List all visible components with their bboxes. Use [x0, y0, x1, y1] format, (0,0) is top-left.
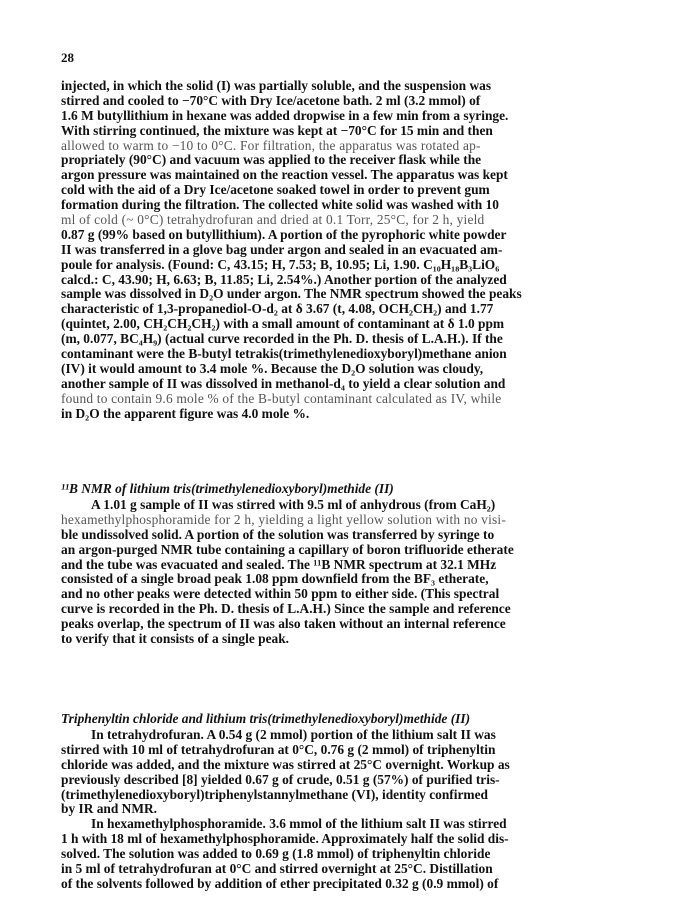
text-line: another sample of II was dissolved in methanol-d₄ to yield a clear solution and: [61, 376, 506, 391]
text-line: In hexamethylphosphoramide. 3.6 mmol of the lithium salt II was stirred: [91, 817, 507, 832]
text-line: and no other peaks were detected within 50 ppm to either side. (This spectral: [61, 587, 500, 602]
text-line: (m, 0.077, BC₄H₉) (actual curve recorded in the Ph. D. thesis of L.A.H.). If the: [61, 332, 503, 347]
text-line: II was transferred in a glove bag under argon and sealed in an evacuated am-: [61, 242, 503, 257]
text-line: to verify that it consists of a single peak.: [61, 632, 290, 647]
text-line: calcd.: C, 43.90; H, 6.63; B, 11.85; Li, 2.54%.) Another portion of the analyzed: [61, 272, 507, 287]
text-line: 1 h with 18 ml of hexamethylphosphoramide. Approximately half the solid dis-: [61, 832, 509, 847]
text-line: in D₂O the apparent figure was 4.0 mole %.: [61, 406, 310, 421]
text-line: (trimethylenedioxyboryl)triphenylstannylmethane (VI), identity confirmed: [61, 787, 488, 802]
text-line: (IV) it would amount to 3.4 mole %. Because the D₂O solution was cloudy,: [61, 361, 484, 376]
text-line: injected, in which the solid (I) was partially soluble, and the suspension was: [61, 79, 492, 93]
text-line: A 1.01 g sample of II was stirred with 9.5 ml of anhydrous (from CaH₂): [91, 498, 496, 512]
text-line: consisted of a single broad peak 1.08 ppm downfield from the BF₃ etherate,: [61, 572, 489, 587]
text-line: solved. The solution was added to 0.69 g (1.8 mmol) of triphenyltin chloride: [61, 847, 491, 862]
text-line: allowed to warm to −10 to 0°C. For filtration, the apparatus was rotated ap-: [61, 138, 481, 153]
text-line: poule for analysis. (Found: C, 43.15; H, 7.53; B, 10.95; Li, 1.90. C₁₀H₁₈B₃LiO₆: [61, 257, 500, 272]
text-line: contaminant were the B-butyl tetrakis(trimethylenedioxyboryl)methane anion: [61, 347, 507, 362]
text-line: peaks overlap, the spectrum of II was also taken without an internal reference: [61, 617, 506, 632]
text-line: formation during the filtration. The collected white solid was washed with 10: [61, 198, 499, 213]
text-line: With stirring continued, the mixture was kept at −70°C for 15 min and then: [61, 123, 493, 138]
text-line: by IR and NMR.: [61, 802, 157, 817]
text-line: stirred with 10 ml of tetrahydrofuran at 0°C, 0.76 g (2 mmol) of triphenyltin: [61, 742, 496, 757]
text-line: an argon-purged NMR tube containing a capillary of boron trifluoride etherate: [61, 542, 514, 557]
text-line: argon pressure was maintained on the reaction vessel. The apparatus was kept: [61, 168, 508, 183]
text-line: 0.87 g (99% based on butyllithium). A portion of the pyrophoric white powder: [61, 227, 507, 242]
paragraph-triphenyltin: [61, 728, 616, 892]
paragraph-11b-nmr: [61, 498, 616, 647]
text-line: propriately (90°C) and vacuum was applied to the receiver flask while the: [61, 153, 482, 168]
text-line: ml of cold (~ 0°C) tetrahydrofuran and dried at 0.1 Torr, 25°C, for 2 h, yield: [61, 213, 485, 228]
text-line: In tetrahydrofuran. A 0.54 g (2 mmol) portion of the lithium salt II was: [91, 728, 496, 742]
text-line: (quintet, 2.00, CH₂CH₂CH₂) with a small amount of contaminant at δ 1.0 ppm: [61, 317, 505, 332]
text-line: and the tube was evacuated and sealed. The ¹¹B NMR spectrum at 32.1 MHz: [61, 557, 497, 572]
text-line: found to contain 9.6 mole % of the B-butyl contaminant calculated as IV, while: [61, 391, 502, 406]
section-heading-triphenyltin: Triphenyltin chloride and lithium tris(trimethylenedioxyboryl)methide (II): [61, 712, 471, 726]
section-heading-11b-nmr: ¹¹B NMR of lithium tris(trimethylenedioxyboryl)methide (II): [61, 482, 394, 496]
text-line: cold with the aid of a Dry Ice/acetone soaked towel in order to prevent gum: [61, 183, 490, 198]
text-line: 1.6 M butyllithium in hexane was added dropwise in a few min from a syringe.: [61, 108, 509, 123]
page-number: 28: [61, 50, 74, 65]
text-line: in 5 ml of tetrahydrofuran at 0°C and stirred overnight at 25°C. Distillation: [61, 862, 493, 877]
text-line: ble undissolved solid. A portion of the solution was transferred by syringe to: [61, 527, 495, 542]
text-line: stirred and cooled to −70°C with Dry Ice/acetone bath. 2 ml (3.2 mmol) of: [61, 93, 481, 108]
text-line: previously described [8] yielded 0.67 g of crude, 0.51 g (57%) of purified tris-: [61, 772, 500, 787]
text-line: chloride was added, and the mixture was stirred at 25°C overnight. Workup as: [61, 757, 510, 772]
text-line: of the solvents followed by addition of ether precipitated 0.32 g (0.9 mmol) of: [61, 876, 499, 891]
text-line: curve is recorded in the Ph. D. thesis of L.A.H.) Since the sample and reference: [61, 602, 511, 617]
text-line: sample was dissolved in D₂O under argon. The NMR spectrum showed the peaks: [61, 287, 522, 302]
text-line: hexamethylphosphoramide for 2 h, yielding a light yellow solution with no visi-: [61, 512, 506, 527]
text-line: characteristic of 1,3-propanediol-O-d₂ at δ 3.67 (t, 4.08, OCH₂CH₂) and 1.77: [61, 302, 494, 317]
paragraph-experimental-procedure: [61, 79, 616, 421]
